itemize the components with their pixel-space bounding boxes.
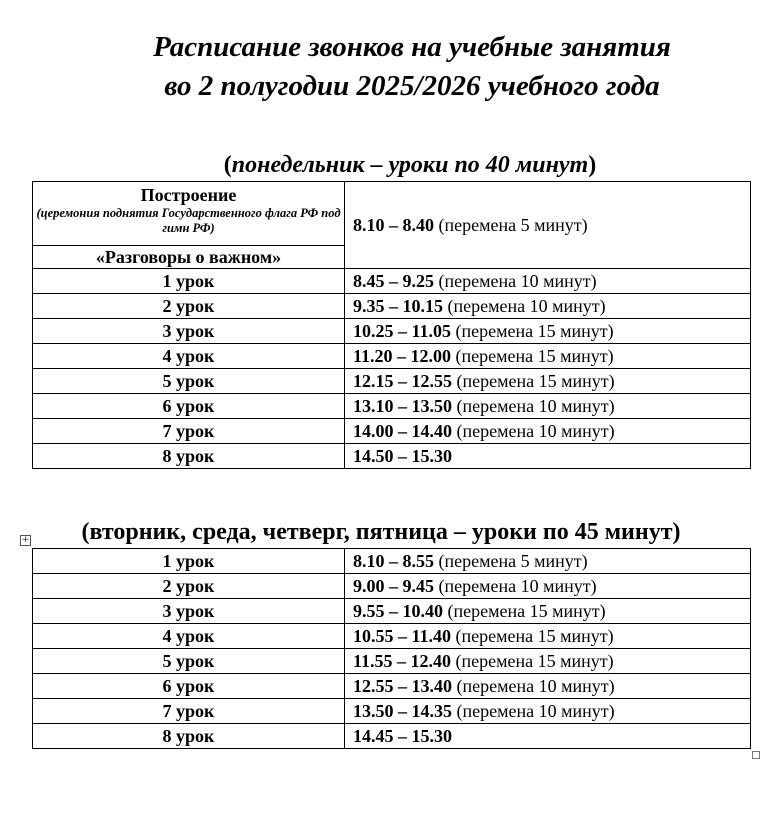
time-range: 9.55 – 10.40 [353,601,443,621]
time-range: 9.00 – 9.45 [353,576,434,596]
monday-subtitle [0,151,778,179]
break-note: (перемена 10 минут) [452,676,615,696]
time-cell [345,699,751,724]
lesson-cell: 6 урок [33,674,345,699]
time-range: 8.10 – 8.40 [353,215,434,235]
time-cell [345,319,751,344]
time-cell [345,294,751,319]
monday-subtitle-open: ( [223,152,232,178]
time-cell [345,444,751,469]
table-row [33,444,751,469]
break-note: (перемена 15 минут) [451,321,614,341]
time-cell [345,369,751,394]
time-range: 8.10 – 8.55 [353,551,434,571]
assembly-note: (церемония поднятия Государственного флага РФ под гимн РФ) [36,206,341,235]
monday-schedule-table [32,181,751,469]
table-row [33,724,751,749]
break-note: (перемена 15 минут) [451,626,614,646]
document-title-line2: во 2 полугодии 2025/2026 учебного года [164,70,660,102]
break-note: (перемена 15 минут) [451,651,614,671]
time-cell [345,574,751,599]
lesson-cell: 5 урок [33,649,345,674]
tue-fri-schedule-table [32,548,751,749]
time-range: 10.55 – 11.40 [353,626,452,646]
break-note: (перемена 5 минут) [434,215,588,235]
document-title-line1: Расписание звонков на учебные занятия [153,31,671,63]
assembly-title: Построение [140,185,237,205]
break-note: (перемена 15 минут) [451,346,614,366]
table-row [33,269,751,294]
lesson-cell: 3 урок [33,599,345,624]
lesson-cell: 2 урок [33,294,345,319]
time-range: 12.15 – 12.55 [353,371,452,391]
time-range: 11.20 – 12.00 [353,346,452,366]
table-row [33,574,751,599]
time-cell [345,344,751,369]
break-note: (перемена 10 минут) [452,701,615,721]
time-cell [345,394,751,419]
break-note: (перемена 10 минут) [443,296,606,316]
table-row [33,319,751,344]
lesson-cell: 7 урок [33,699,345,724]
table-row [33,369,751,394]
time-cell [345,269,751,294]
lesson-cell: 6 урок [33,394,345,419]
table-move-handle-icon[interactable]: + [21,535,30,545]
table-row [33,294,751,319]
table-row [33,599,751,624]
table-row [33,674,751,699]
table-row [33,649,751,674]
table-row [33,344,751,369]
time-range: 14.45 – 15.30 [353,726,452,746]
table-row [33,699,751,724]
time-range: 12.55 – 13.40 [353,676,452,696]
monday-subtitle-close: ) [588,152,597,178]
lesson-cell: 1 урок [33,269,345,294]
break-note: (перемена 5 минут) [434,551,588,571]
lesson-cell: 4 урок [33,344,345,369]
time-range: 13.10 – 13.50 [353,396,452,416]
lesson-cell: 7 урок [33,419,345,444]
table-row [33,419,751,444]
lesson-cell: 2 урок [33,574,345,599]
time-cell [345,549,751,574]
time-cell [345,649,751,674]
break-note: (перемена 15 минут) [443,601,606,621]
assembly-time-cell [345,182,751,269]
break-note: (перемена 10 минут) [452,421,615,441]
time-range: 13.50 – 14.35 [353,701,452,721]
assembly-cell [33,182,345,246]
break-note: (перемена 15 минут) [452,371,615,391]
time-range: 10.25 – 11.05 [353,321,452,341]
break-note: (перемена 10 минут) [452,396,615,416]
break-note: (перемена 10 минут) [434,576,597,596]
table-resize-handle-icon[interactable] [752,751,760,759]
table-row [33,549,751,574]
time-range: 8.45 – 9.25 [353,271,434,291]
time-range: 14.00 – 14.40 [353,421,452,441]
tue-fri-subtitle: (вторник, среда, четверг, пятница – уроки по 45 минут) [81,519,681,545]
time-cell [345,624,751,649]
time-cell [345,724,751,749]
table-row [33,394,751,419]
time-range: 11.55 – 12.40 [353,651,452,671]
lesson-cell: 1 урок [33,549,345,574]
talk-cell: «Разговоры о важном» [33,246,345,269]
lesson-cell: 4 урок [33,624,345,649]
time-range: 9.35 – 10.15 [353,296,443,316]
lesson-cell: 8 урок [33,724,345,749]
table-row [33,182,751,246]
monday-subtitle-text: понедельник – уроки по 40 минут [231,152,589,178]
break-note: (перемена 10 минут) [434,271,597,291]
time-cell [345,674,751,699]
time-range: 14.50 – 15.30 [353,446,452,466]
time-cell [345,599,751,624]
time-cell [345,419,751,444]
lesson-cell: 5 урок [33,369,345,394]
lesson-cell: 8 урок [33,444,345,469]
lesson-cell: 3 урок [33,319,345,344]
table-row [33,624,751,649]
